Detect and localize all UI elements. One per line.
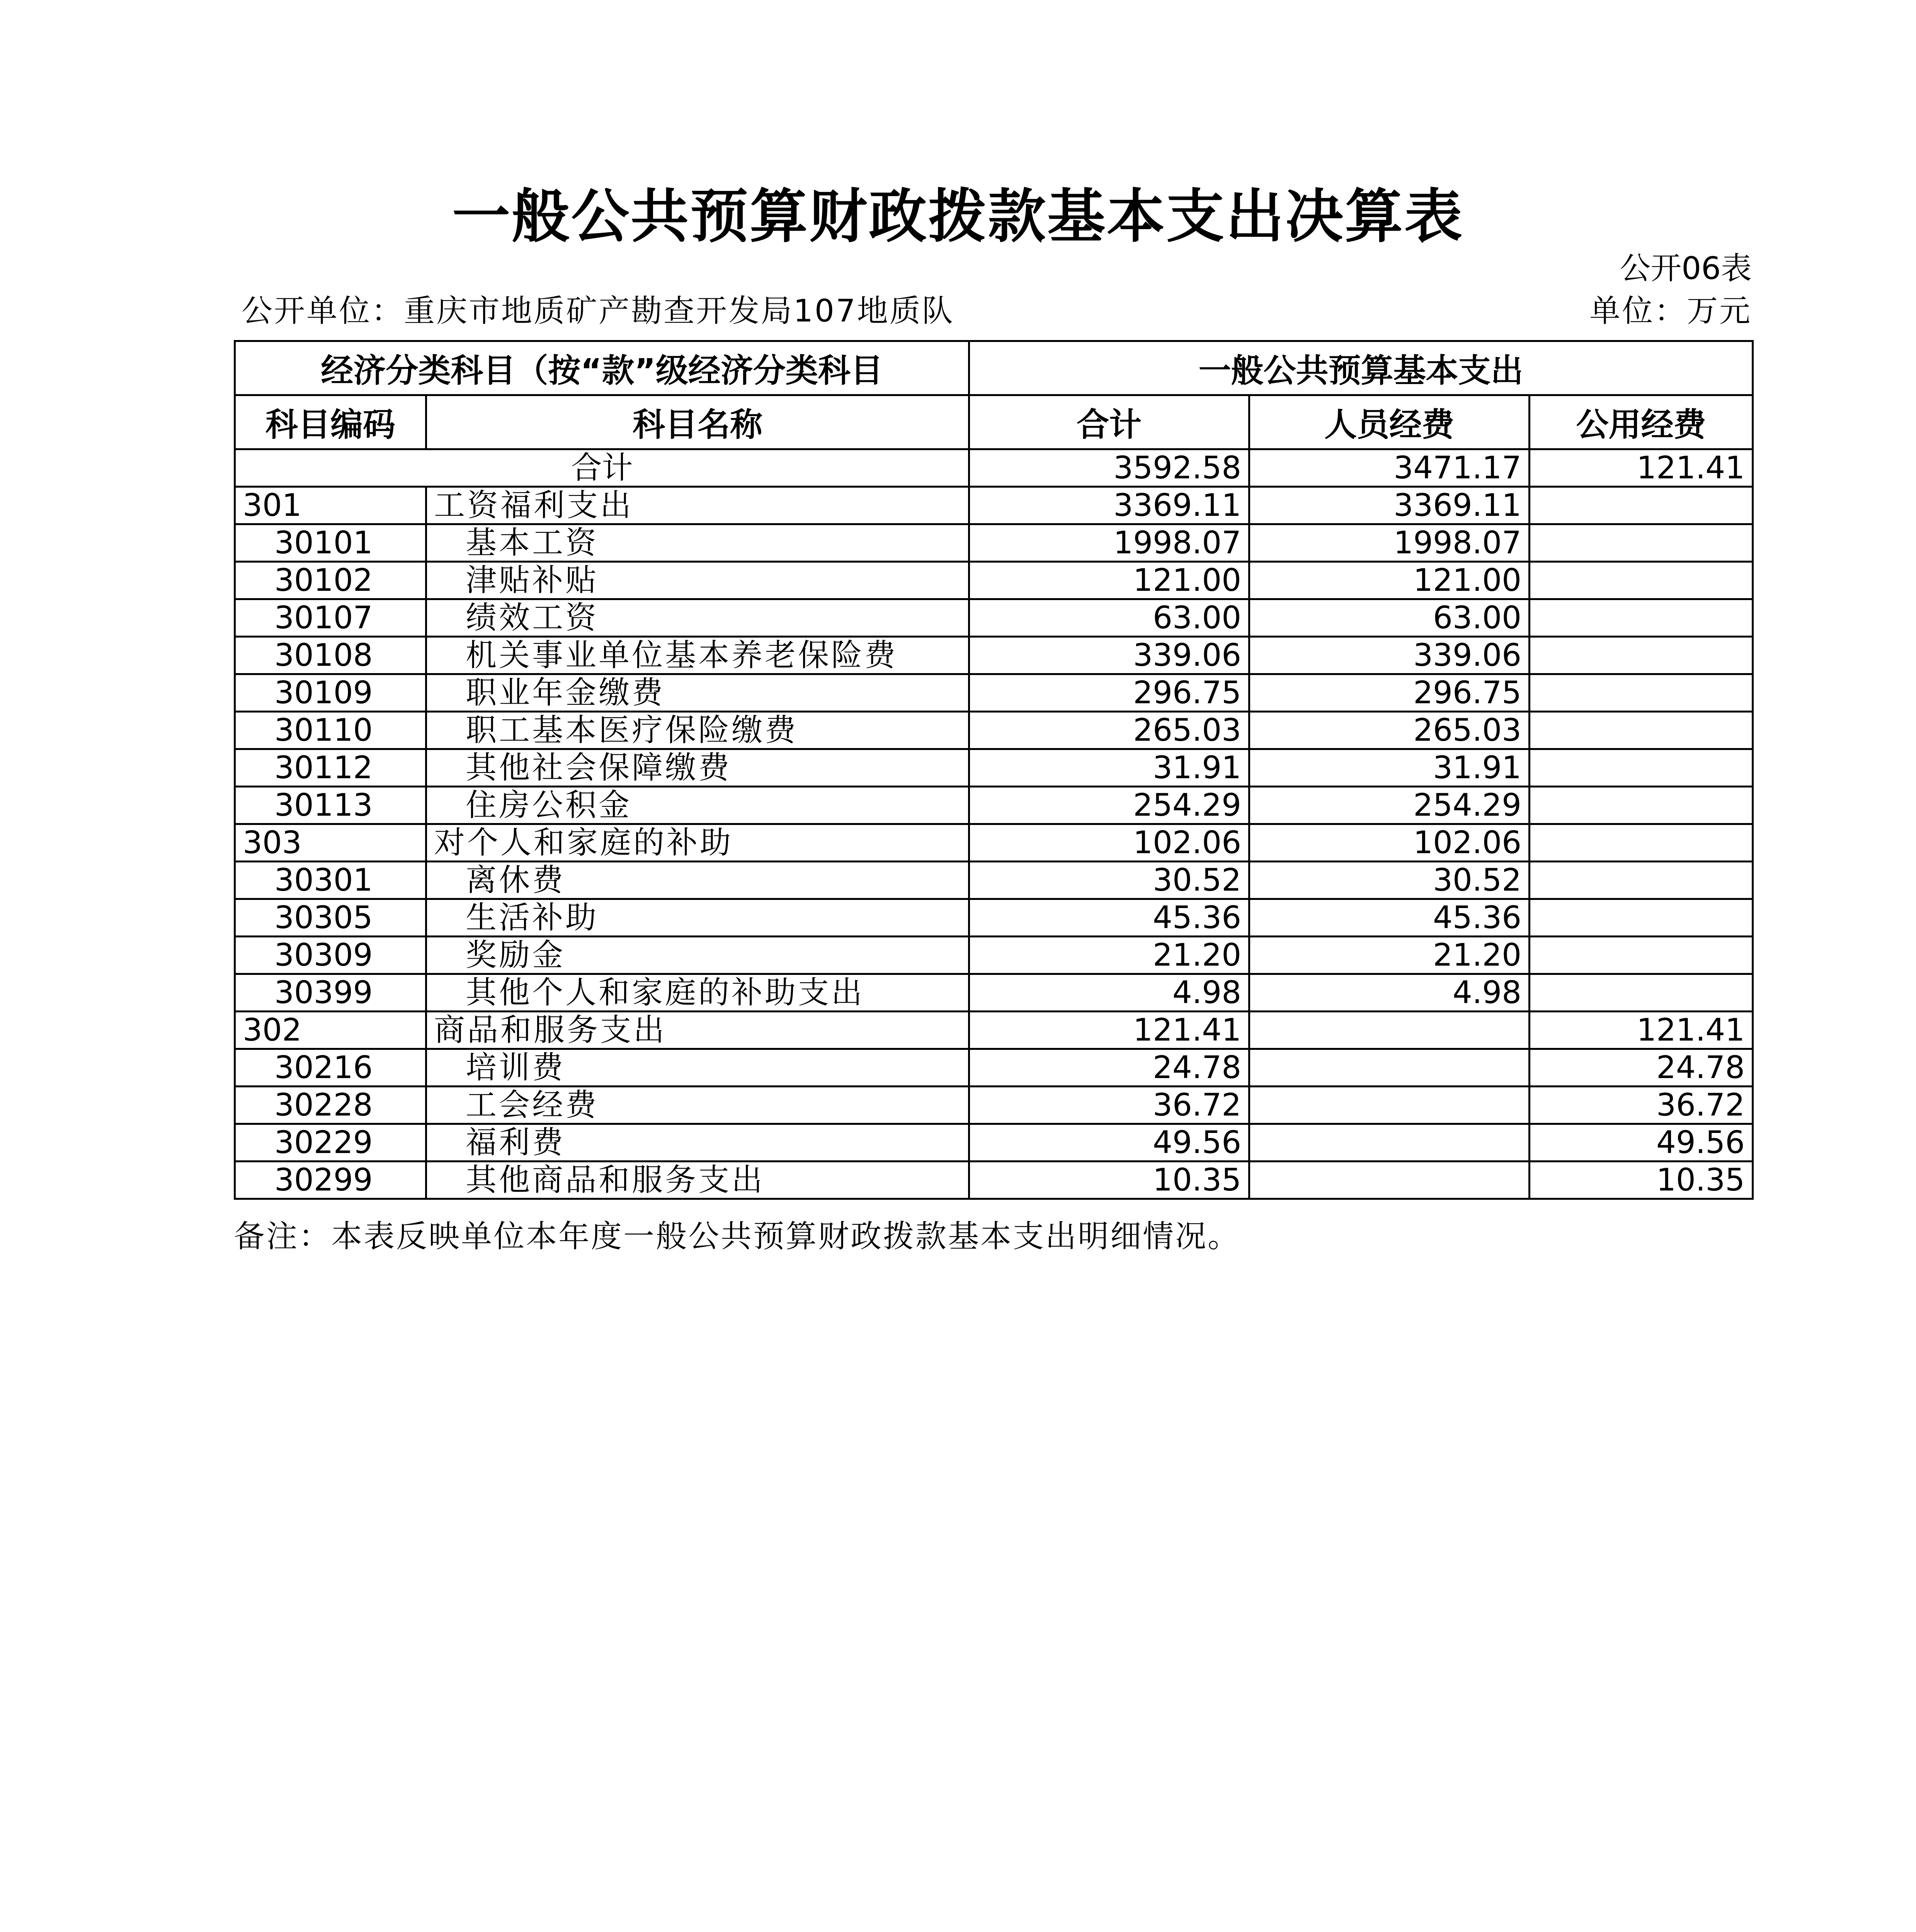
row-personnel — [1249, 1087, 1530, 1124]
row-code: 302 — [235, 1012, 426, 1049]
table-row — [235, 674, 1753, 712]
row-total: 36.72 — [969, 1087, 1249, 1124]
row-total: 30.52 — [969, 862, 1249, 899]
row-code: 30102 — [235, 562, 426, 599]
row-name: 对个人和家庭的补助 — [426, 824, 969, 862]
table-row — [235, 712, 1753, 749]
header-group-row — [235, 341, 1753, 395]
row-total: 265.03 — [969, 712, 1249, 749]
row-code: 30113 — [235, 787, 426, 824]
row-public: 121.41 — [1530, 1012, 1753, 1049]
table-row — [235, 974, 1753, 1012]
table-row — [235, 1087, 1753, 1124]
row-personnel: 102.06 — [1249, 824, 1530, 862]
row-total: 3369.11 — [969, 487, 1249, 524]
row-total: 254.29 — [969, 787, 1249, 824]
row-personnel: 265.03 — [1249, 712, 1530, 749]
row-name: 工会经费 — [426, 1087, 969, 1124]
row-public: 10.35 — [1530, 1162, 1753, 1199]
row-code: 30305 — [235, 899, 426, 937]
row-public: 24.78 — [1530, 1049, 1753, 1087]
row-public — [1530, 637, 1753, 674]
row-total: 10.35 — [969, 1162, 1249, 1199]
header-name: 科目名称 — [426, 395, 969, 449]
row-public — [1530, 787, 1753, 824]
row-code: 30309 — [235, 937, 426, 974]
row-name: 住房公积金 — [426, 787, 969, 824]
row-public — [1530, 562, 1753, 599]
row-personnel — [1249, 1124, 1530, 1162]
table-row — [235, 1162, 1753, 1199]
row-total: 121.41 — [969, 1012, 1249, 1049]
row-personnel: 296.75 — [1249, 674, 1530, 712]
table-row — [235, 524, 1753, 562]
header-total: 合计 — [969, 395, 1249, 449]
row-name: 津贴补贴 — [426, 562, 969, 599]
row-total: 63.00 — [969, 599, 1249, 637]
row-total: 121.00 — [969, 562, 1249, 599]
row-code: 30299 — [235, 1162, 426, 1199]
form-number: 公开06表 — [1620, 250, 1752, 286]
header-public: 公用经费 — [1530, 395, 1753, 449]
total-label: 合计 — [235, 449, 969, 487]
total-amount: 3592.58 — [969, 449, 1249, 487]
row-code: 30216 — [235, 1049, 426, 1087]
header-code: 科目编码 — [235, 395, 426, 449]
row-personnel: 30.52 — [1249, 862, 1530, 899]
table-row — [235, 824, 1753, 862]
row-total: 31.91 — [969, 749, 1249, 787]
row-public: 49.56 — [1530, 1124, 1753, 1162]
row-personnel: 3369.11 — [1249, 487, 1530, 524]
row-total: 1998.07 — [969, 524, 1249, 562]
row-code: 30399 — [235, 974, 426, 1012]
row-total: 21.20 — [969, 937, 1249, 974]
row-public — [1530, 599, 1753, 637]
table-row — [235, 562, 1753, 599]
header-economic-classification: 经济分类科目（按“款”级经济分类科目 — [235, 341, 969, 395]
table-note: 备注：本表反映单位本年度一般公共预算财政拨款基本支出明细情况。 — [234, 1218, 1240, 1254]
row-personnel — [1249, 1162, 1530, 1199]
row-name: 奖励金 — [426, 937, 969, 974]
row-personnel — [1249, 1049, 1530, 1087]
row-public — [1530, 712, 1753, 749]
row-name: 其他商品和服务支出 — [426, 1162, 969, 1199]
header-basic-expenditure: 一般公共预算基本支出 — [969, 341, 1753, 395]
row-public — [1530, 524, 1753, 562]
page-title: 一般公共预算财政拨款基本支出决算表 — [452, 182, 1464, 250]
row-code: 303 — [235, 824, 426, 862]
row-name: 基本工资 — [426, 524, 969, 562]
row-public — [1530, 974, 1753, 1012]
row-name: 其他社会保障缴费 — [426, 749, 969, 787]
table-row — [235, 937, 1753, 974]
row-total: 45.36 — [969, 899, 1249, 937]
row-personnel: 1998.07 — [1249, 524, 1530, 562]
table-row — [235, 862, 1753, 899]
row-public — [1530, 824, 1753, 862]
row-code: 30229 — [235, 1124, 426, 1162]
table-row — [235, 787, 1753, 824]
row-public — [1530, 899, 1753, 937]
row-public: 36.72 — [1530, 1087, 1753, 1124]
table-row — [235, 899, 1753, 937]
row-public — [1530, 862, 1753, 899]
expenditure-table — [234, 340, 1754, 1200]
total-row — [235, 449, 1753, 487]
row-total: 24.78 — [969, 1049, 1249, 1087]
row-total: 49.56 — [969, 1124, 1249, 1162]
row-public — [1530, 674, 1753, 712]
row-code: 30228 — [235, 1087, 426, 1124]
row-name: 绩效工资 — [426, 599, 969, 637]
row-total: 296.75 — [969, 674, 1249, 712]
table-row — [235, 1049, 1753, 1087]
row-code: 30107 — [235, 599, 426, 637]
reporting-unit: 公开单位：重庆市地质矿产勘查开发局107地质队 — [242, 293, 955, 329]
table-row — [235, 637, 1753, 674]
row-public — [1530, 937, 1753, 974]
row-name: 商品和服务支出 — [426, 1012, 969, 1049]
row-personnel: 31.91 — [1249, 749, 1530, 787]
table-row — [235, 749, 1753, 787]
table-row — [235, 599, 1753, 637]
row-name: 离休费 — [426, 862, 969, 899]
row-personnel: 21.20 — [1249, 937, 1530, 974]
header-personnel: 人员经费 — [1249, 395, 1530, 449]
row-code: 30109 — [235, 674, 426, 712]
row-personnel: 121.00 — [1249, 562, 1530, 599]
table-row — [235, 1124, 1753, 1162]
row-personnel: 63.00 — [1249, 599, 1530, 637]
row-name: 培训费 — [426, 1049, 969, 1087]
row-code: 30101 — [235, 524, 426, 562]
row-total: 4.98 — [969, 974, 1249, 1012]
row-code: 30110 — [235, 712, 426, 749]
row-code: 30108 — [235, 637, 426, 674]
row-name: 福利费 — [426, 1124, 969, 1162]
row-name: 机关事业单位基本养老保险费 — [426, 637, 969, 674]
currency-unit: 单位：万元 — [1589, 293, 1752, 329]
row-total: 339.06 — [969, 637, 1249, 674]
row-code: 301 — [235, 487, 426, 524]
row-personnel: 254.29 — [1249, 787, 1530, 824]
row-public — [1530, 749, 1753, 787]
row-code: 30112 — [235, 749, 426, 787]
row-personnel: 339.06 — [1249, 637, 1530, 674]
total-public: 121.41 — [1530, 449, 1753, 487]
row-total: 102.06 — [969, 824, 1249, 862]
row-name: 职工基本医疗保险缴费 — [426, 712, 969, 749]
header-column-row — [235, 395, 1753, 449]
row-name: 生活补助 — [426, 899, 969, 937]
row-name: 工资福利支出 — [426, 487, 969, 524]
row-public — [1530, 487, 1753, 524]
total-personnel: 3471.17 — [1249, 449, 1530, 487]
row-name: 其他个人和家庭的补助支出 — [426, 974, 969, 1012]
table-row — [235, 487, 1753, 524]
row-personnel: 45.36 — [1249, 899, 1530, 937]
row-name: 职业年金缴费 — [426, 674, 969, 712]
row-personnel: 4.98 — [1249, 974, 1530, 1012]
row-personnel — [1249, 1012, 1530, 1049]
table-row — [235, 1012, 1753, 1049]
row-code: 30301 — [235, 862, 426, 899]
